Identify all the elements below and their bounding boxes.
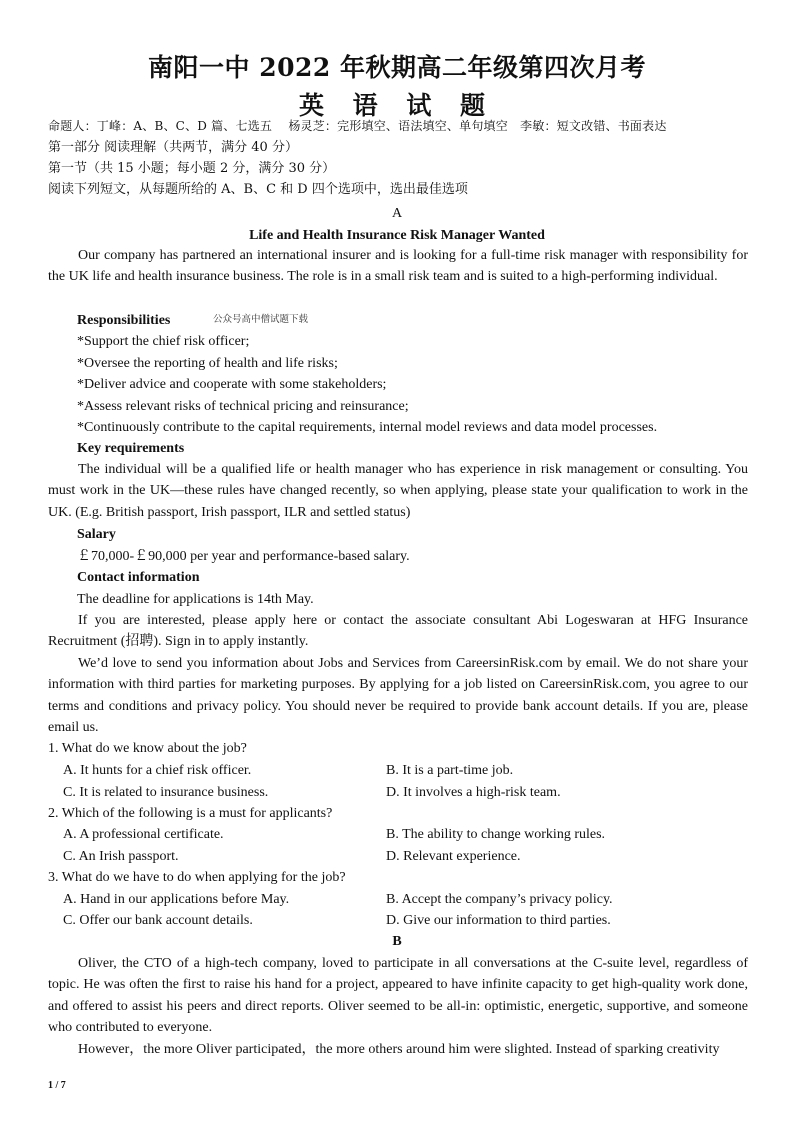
responsibility-item: *Oversee the reporting of health and life risks;: [77, 356, 338, 371]
part-heading: 第一部分 阅读理解（共两节，满分 40 分）: [48, 140, 298, 155]
contact-heading: Contact information: [77, 570, 200, 585]
question-stem: 3. What do we have to do when applying for the job?: [48, 870, 346, 885]
option-b: B. It is a part-time job.: [386, 763, 514, 778]
watermark-text: 公众号高中僧试题下载: [213, 314, 309, 325]
responsibilities-heading: Responsibilities: [77, 313, 171, 328]
option-d: D. It involves a high-risk team.: [386, 785, 561, 800]
option-b: B. Accept the company’s privacy policy.: [386, 892, 613, 907]
apply-text: If you are interested, please apply here or contact the associate consultant Abi Logeswaran at HFG Insurance Recruitment (招聘). Sign in to apply instantly.: [48, 613, 748, 650]
instruction: 阅读下列短文，从每题所给的 A、B、C 和 D 四个选项中，选出最佳选项: [48, 182, 468, 197]
option-b: B. The ability to change working rules.: [386, 827, 606, 842]
question-setters: 命题人：丁峰：A、B、C、D 篇、七选五 杨灵芝：完形填空、语法填空、单句填空 李敏：短文改错、书面表达: [48, 119, 667, 133]
option-a: A. Hand in our applications before May.: [63, 892, 290, 907]
passage-a-intro: Our company has partnered an international insurer and is looking for a full-time risk manager with responsibility for the UK life and health insurance business. The role is in a small risk team and is suited to a high-performing individual.: [48, 248, 748, 285]
salary-heading: Salary: [77, 527, 116, 542]
responsibility-item: *Deliver advice and cooperate with some stakeholders;: [77, 377, 387, 392]
exam-title: 南阳一中 2022 年秋期高二年级第四次月考: [148, 53, 646, 82]
option-c: C. An Irish passport.: [63, 849, 179, 864]
key-requirements-heading: Key requirements: [77, 441, 185, 456]
passage-b-paragraph: However，the more Oliver participated，the more others around him were slighted. Instead of sparking creativity: [78, 1042, 720, 1057]
passage-a-title: Life and Health Insurance Risk Manager Wanted: [249, 228, 545, 243]
passage-a-letter: A: [391, 206, 403, 221]
key-requirements-text: The individual will be a qualified life or health manager who has experience in risk management or consulting. You must work in the UK—these rules have changed recently, so when applying, please state your qualification to work in the UK. (E.g. British passport, Irish passport, ILR and settled status): [48, 462, 748, 520]
page-number: 1 / 7: [48, 1080, 66, 1091]
option-c: C. It is related to insurance business.: [63, 785, 269, 800]
option-a: A. It hunts for a chief risk officer.: [63, 763, 252, 778]
option-d: D. Relevant experience.: [386, 849, 521, 864]
option-c: C. Offer our bank account details.: [63, 913, 253, 928]
option-a: A. A professional certificate.: [63, 827, 224, 842]
question-stem: 2. Which of the following is a must for applicants?: [48, 806, 333, 821]
salary-text: ￡70,000-￡90,000 per year and performance-based salary.: [77, 549, 410, 564]
responsibility-item: *Continuously contribute to the capital requirements, internal model reviews and data model processes.: [77, 420, 658, 435]
passage-b-paragraph: Oliver, the CTO of a high-tech company, loved to participate in all conversations at the C-suite level, regardless of topic. He was often the first to raise his hand for a project, appeared to have infinite capacity to get high-quality work done, and offered to assist his peers and direct reports. Oliver seemed to be all-in: optimistic, energetic, supportive, and someone who contributed to everyone.: [48, 956, 748, 1036]
passage-b-letter: B: [392, 934, 402, 949]
responsibility-item: *Support the chief risk officer;: [77, 334, 250, 349]
option-d: D. Give our information to third parties.: [386, 913, 611, 928]
question-stem: 1. What do we know about the job?: [48, 741, 247, 756]
deadline-text: The deadline for applications is 14th May.: [77, 592, 314, 607]
section-heading: 第一节（共 15 小题；每小题 2 分，满分 30 分）: [48, 161, 336, 176]
privacy-text: We’d love to send you information about Jobs and Services from CareersinRisk.com by email. We do not share your information with third parties for marketing purposes. By applying for a job listed on CareersinRisk.com, you agree to our terms and conditions and privacy policy. You should never be required to provide bank account details. If you are, please email us.: [48, 656, 748, 736]
responsibility-item: *Assess relevant risks of technical pricing and reinsurance;: [77, 399, 409, 414]
exam-subtitle: 英 语 试 题: [298, 91, 496, 120]
